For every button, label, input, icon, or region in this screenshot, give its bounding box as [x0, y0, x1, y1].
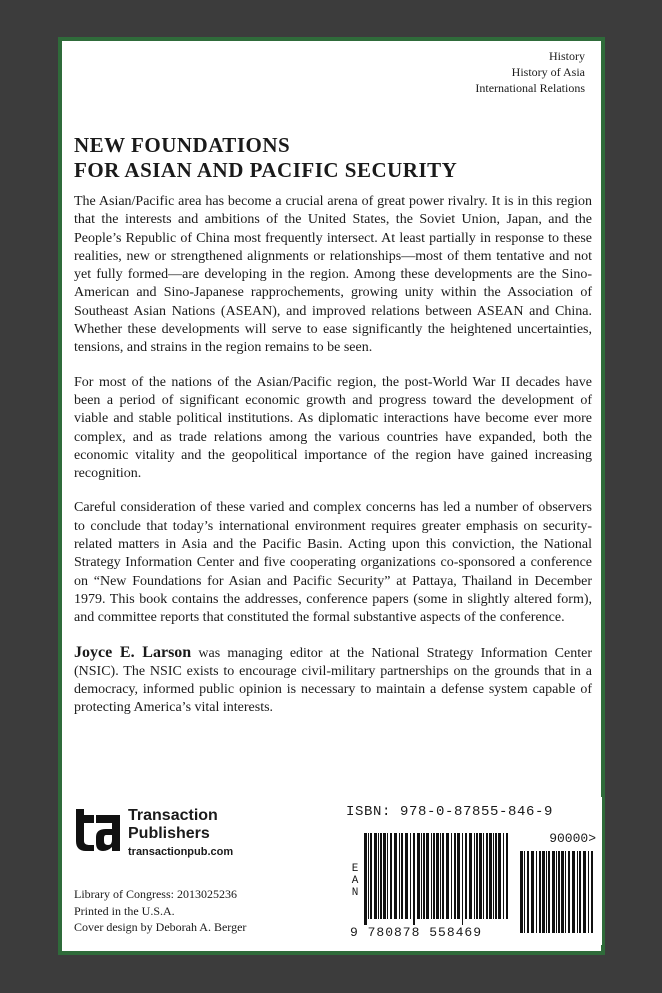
cover-design-credit: Cover design by Deborah A. Berger — [74, 920, 247, 934]
author-bio — [74, 644, 592, 718]
subject-international-relations: International Relations — [475, 81, 585, 95]
barcode-bar — [506, 833, 508, 919]
barcode-bar — [465, 833, 467, 919]
addon-barcode-bars — [518, 851, 594, 939]
author-bio-text: was managing editor at the National Strategy Information Center (NSIC). The NSIC exists to encourage civil-military partnerships on the grounds that in a democracy, informed public opinion is necessary to maintain a defense system capable of protecting America’s vital interests. — [74, 645, 592, 716]
barcode-bar — [486, 833, 488, 919]
printed-in: Printed in the U.S.A. — [74, 903, 175, 918]
barcode-bar — [390, 833, 392, 919]
barcode-bar — [546, 851, 547, 933]
barcode-bar — [498, 833, 501, 919]
barcode-bar — [364, 833, 367, 925]
barcode-bar — [446, 833, 449, 919]
blurb-paragraph-3: Careful consideration of these varied and complex concerns has led a number of observers to conclude that today’s international environment requires greater emphasis on security-related matters in Asia and the Pacific Basin. Acting upon this conviction, the National Strategy Information Center and five cooperating organizations co-sponsored a conference on “New Foundations for Asian and Pacific Security” at Pattaya, Thailand in December 1979. This book contains the addresses, conference papers (some in slightly altered form), and committee reports that constituted the formal substantive aspects of the conference. — [74, 500, 592, 626]
author-name: Joyce E. Larson — [74, 643, 192, 661]
barcode-bar — [536, 851, 537, 933]
book-back-cover — [58, 37, 605, 955]
barcode-bar — [421, 833, 422, 919]
barcode-bar — [548, 851, 550, 933]
barcode-bar — [370, 833, 372, 919]
barcode-bar — [558, 851, 560, 933]
barcode-bar — [426, 833, 429, 919]
barcode-bar — [436, 833, 439, 919]
ean-digits: 9 780878 558469 — [350, 925, 483, 940]
barcode-bar — [524, 851, 525, 933]
subject-list — [475, 48, 585, 96]
barcode-bar — [454, 833, 456, 919]
isbn-number: ISBN: 978-0-87855-846-9 — [346, 804, 554, 820]
ean-label: EAN — [349, 863, 361, 899]
book-title — [74, 133, 594, 183]
barcode-bar — [462, 833, 463, 925]
barcode-bar — [399, 833, 400, 919]
barcode-bar — [476, 833, 478, 919]
barcode-bar — [520, 851, 523, 933]
barcode-bar — [457, 833, 460, 919]
barcode-bar — [394, 833, 397, 919]
subject-history: History — [549, 49, 585, 63]
barcode-bar — [440, 833, 441, 919]
subject-history-of-asia: History of Asia — [511, 65, 585, 79]
barcode-bar — [451, 833, 452, 919]
barcode — [340, 797, 602, 945]
barcode-bar — [568, 851, 570, 933]
transaction-publishers-logo-icon — [74, 805, 122, 853]
publisher-name-line-2: Publishers — [128, 825, 210, 842]
barcode-bar — [410, 833, 411, 919]
barcode-bar — [572, 851, 575, 933]
barcode-bar — [433, 833, 435, 919]
barcode-bar — [591, 851, 593, 933]
barcode-bar — [539, 851, 541, 933]
barcode-bar — [401, 833, 403, 919]
barcode-bar — [588, 851, 589, 933]
barcode-bar — [378, 833, 379, 919]
barcode-bar — [583, 851, 586, 933]
barcode-bar — [423, 833, 425, 919]
barcode-bar — [374, 833, 377, 919]
barcode-bar — [413, 833, 415, 925]
barcode-bar — [542, 851, 545, 933]
barcode-bar — [431, 833, 432, 919]
barcode-bar — [383, 833, 386, 919]
barcode-bar — [495, 833, 497, 919]
barcode-bar — [483, 833, 484, 919]
ean-barcode-bars — [362, 833, 512, 925]
barcode-bar — [552, 851, 555, 933]
price-code: 90000> — [549, 831, 596, 846]
publisher-url: transactionpub.com — [128, 846, 234, 858]
credits — [74, 886, 246, 936]
barcode-bar — [469, 833, 472, 919]
barcode-bar — [579, 851, 581, 933]
barcode-bar — [503, 833, 504, 919]
publisher-logo — [74, 803, 264, 863]
blurb — [74, 193, 592, 734]
barcode-bar — [556, 851, 557, 933]
title-line-2: FOR ASIAN AND PACIFIC SECURITY — [74, 158, 458, 182]
barcode-bar — [531, 851, 534, 933]
barcode-bar — [405, 833, 408, 919]
barcode-bar — [493, 833, 494, 919]
publisher-name-line-1: Transaction — [128, 807, 218, 824]
barcode-bar — [417, 833, 420, 919]
barcode-bar — [561, 851, 564, 933]
barcode-bar — [577, 851, 578, 933]
barcode-bar — [368, 833, 369, 919]
barcode-bar — [489, 833, 492, 919]
library-of-congress: Library of Congress: 2013025236 — [74, 887, 237, 901]
barcode-bar — [527, 851, 529, 933]
barcode-bar — [387, 833, 388, 919]
barcode-bar — [442, 833, 444, 919]
blurb-paragraph-2: For most of the nations of the Asian/Pacific region, the post-World War II decades have been a period of significant economic growth and progress toward the development of viable and stable political institutions. As diplomatic interactions have become ever more complex, and as trade relations among the various countries have expanded, both the economic vitality and the geopolitical importance of the region have gained increasing recognition. — [74, 374, 592, 482]
blurb-paragraph-1: The Asian/Pacific area has become a crucial arena of great power rivalry. It is in this region that the interests and ambitions of the United States, the Soviet Union, Japan, and the People’s Republic of China most frequently intersect. At least partially in response to these realities, new or strengthened alignments or relationships—most of them tentative and not yet fully formed—are developing in the region. Among these developments are the Sino-American and Sino-Japanese rapprochements, growing unity within the Association of Southeast Asian Nations (ASEAN), and improved relations between ASEAN and China. Whether these developments will serve to ease significantly the heightened uncertainties, tensions, and strains in the region remains to be seen. — [74, 194, 592, 356]
barcode-bar — [565, 851, 566, 933]
title-line-1: NEW FOUNDATIONS — [74, 133, 291, 157]
barcode-bar — [474, 833, 475, 919]
barcode-bar — [380, 833, 382, 919]
barcode-bar — [479, 833, 482, 919]
